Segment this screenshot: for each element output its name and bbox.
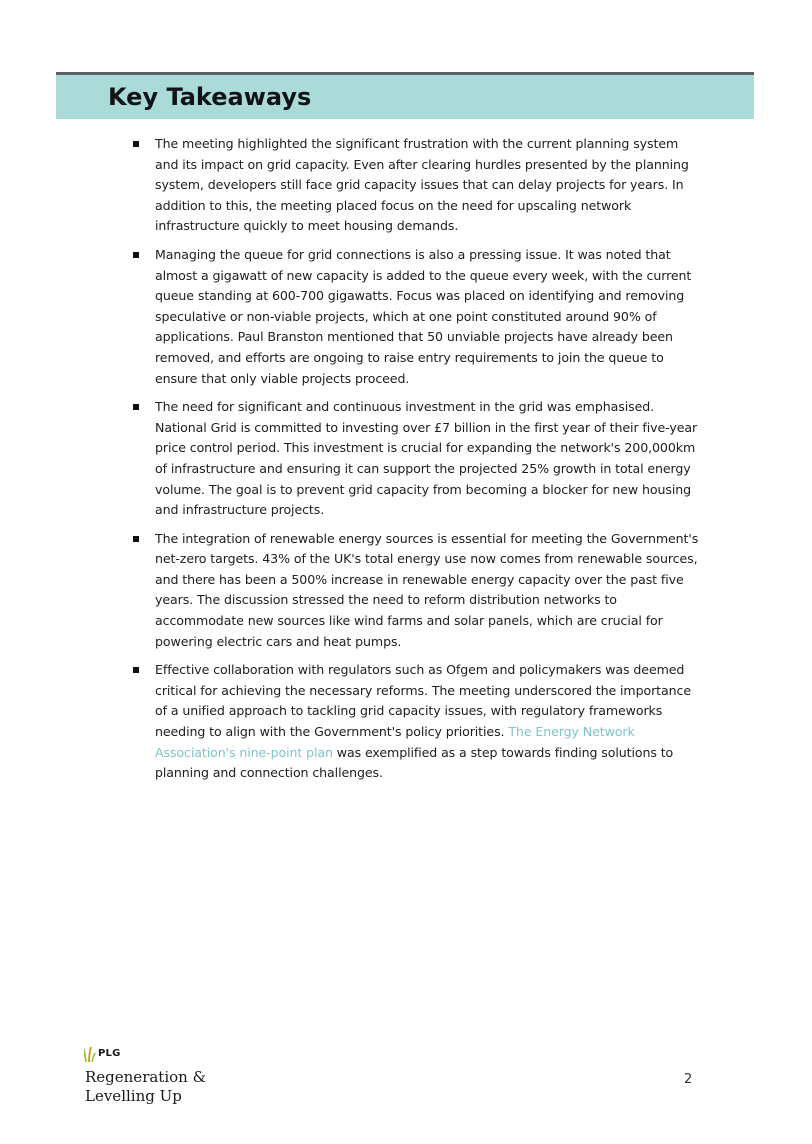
list-item <box>133 245 701 389</box>
logo-tagline-line2: Levelling Up <box>85 1087 182 1105</box>
list-item <box>133 134 701 237</box>
list-item-text-after-link: was exemplified as a step towards finding solutions to planning and connection challenges. <box>155 744 674 781</box>
square-bullet-icon <box>133 404 139 410</box>
list-item <box>133 397 701 521</box>
list-item <box>133 529 701 653</box>
page-title: Key Takeaways <box>108 83 312 111</box>
energy-network-plan-link[interactable]: The Energy Network Association's nine-point plan <box>155 724 635 760</box>
list-item <box>133 660 701 784</box>
takeaways-list <box>133 134 701 792</box>
list-item-text-before-link: Effective collaboration with regulators such as Ofgem and policymakers was deemed critical for achieving the necessary reforms. The meeting underscored the importance of a unified approach to tackling grid capacity issues, with regulatory frameworks needing to align with the Government's policy priorities. <box>155 662 691 740</box>
section-header-band <box>56 72 754 119</box>
square-bullet-icon <box>133 536 139 542</box>
square-bullet-icon <box>133 141 139 147</box>
grass-blades-icon <box>84 1046 98 1062</box>
list-item-text: The integration of renewable energy sources is essential for meeting the Government's net-zero targets. 43% of the UK's total energy use now comes from renewable sources, and there has been a 500% increase in renewable energy capacity over the past five years. The discussion stressed the need to reform distribution networks to accommodate new sources like wind farms and solar panels, which are crucial for powering electric cars and heat pumps. <box>155 530 699 649</box>
page-number: 2 <box>684 1072 693 1087</box>
square-bullet-icon <box>133 252 139 258</box>
logo-tagline-line1: Regeneration & <box>85 1068 206 1086</box>
list-item-text <box>155 660 701 784</box>
list-item-text: The need for significant and continuous investment in the grid was emphasised. National Grid is committed to investing over £7 billion in the first year of their five-year price control period. This investment is crucial for expanding the network's 200,000km of infrastructure and ensuring it can support the projected 25% growth in total energy volume. The goal is to prevent grid capacity from becoming a blocker for new housing and infrastructure projects. <box>155 399 698 518</box>
list-item-text: The meeting highlighted the significant frustration with the current planning system and its impact on grid capacity. Even after clearing hurdles presented by the planning system, developers still face grid capacity issues that can delay projects for years. In addition to this, the meeting placed focus on the need for upscaling network infrastructure quickly to meet housing demands. <box>155 136 689 234</box>
square-bullet-icon <box>133 667 139 673</box>
logo-brand: PLG <box>98 1048 121 1059</box>
plg-logo <box>84 1046 224 1108</box>
list-item-text: Managing the queue for grid connections is also a pressing issue. It was noted that almost a gigawatt of new capacity is added to the queue every week, with the current queue standing at 600-700 gigawatts. Focus was placed on identifying and removing speculative or non-viable projects, which at one point constituted around 90% of applications. Paul Branston mentioned that 50 unviable projects have already been removed, and efforts are ongoing to raise entry requirements to join the queue to ensure that only viable projects proceed. <box>155 246 692 386</box>
